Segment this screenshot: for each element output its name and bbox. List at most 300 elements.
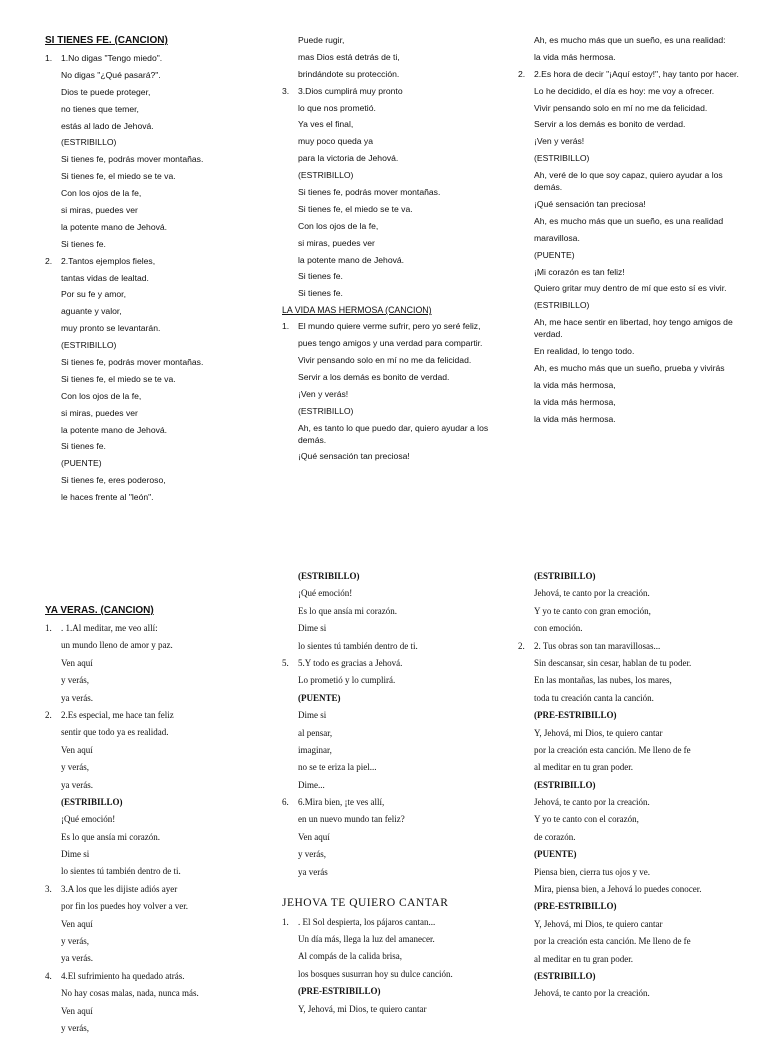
lyric-text: lo sientes tú también dentro de ti. <box>298 640 418 651</box>
verse-number: 1. <box>282 321 290 332</box>
lyric-text: Y, Jehová, mi Dios, te quiero cantar <box>534 727 663 738</box>
lyric-text: la vida más hermosa, <box>534 379 616 390</box>
lyric-line <box>45 170 255 182</box>
lyric-line <box>282 709 504 721</box>
lyric-line <box>45 692 255 704</box>
lyric-text: Ah, es mucho más que un sueño, es una realidad: <box>534 35 726 45</box>
lyric-text: ¡Qué sensación tan preciosa! <box>534 199 646 210</box>
lyric-text: Es lo que ansía mi corazón. <box>298 605 397 616</box>
lyric-text: (PUENTE) <box>534 849 577 860</box>
lyric-text: Si tienes fe. <box>298 288 343 299</box>
lyric-verse-line <box>282 657 504 669</box>
lyric-line <box>45 796 255 808</box>
lyric-verse-line <box>45 883 255 895</box>
lyric-line <box>518 135 740 147</box>
lyric-text: por fin los puedes hoy volver a ver. <box>61 901 188 912</box>
lyric-line <box>518 396 740 408</box>
lyric-text: ¡Qué emoción! <box>298 588 353 599</box>
lyrics-list <box>282 570 504 878</box>
lyric-text: Al compás de la calida brisa, <box>298 951 402 962</box>
lyric-line <box>282 254 502 266</box>
lyric-line <box>518 345 740 357</box>
lyric-text: Jehová, te canto por la creación. <box>534 797 650 808</box>
lyric-text: Vivir pensando solo en mí no me da felicidad. <box>534 102 708 113</box>
lyric-line <box>282 135 502 147</box>
lyric-line <box>282 287 502 299</box>
lyric-line <box>282 405 502 417</box>
lyric-text: Si tienes fe, el miedo se te va. <box>298 203 413 214</box>
lyric-line <box>518 831 740 843</box>
lyric-text: Servir a los demás es bonito de verdad. <box>298 371 450 382</box>
lyric-text: ¡Qué sensación tan preciosa! <box>298 451 410 462</box>
lyric-text: 4.El sufrimiento ha quedado atrás. <box>61 970 185 981</box>
lyric-text: para la victoria de Jehová. <box>298 153 399 164</box>
lyric-verse-line <box>45 255 255 267</box>
lyric-line <box>518 970 740 982</box>
lyric-line <box>518 51 740 63</box>
lyric-line <box>518 587 740 599</box>
lyric-verse-line <box>282 916 504 928</box>
lyric-text: Dime si <box>298 623 327 634</box>
lyric-text: la potente mano de Jehová. <box>61 221 168 232</box>
lyric-text: ¡Ven y verás! <box>298 388 349 399</box>
verse-number: 1. <box>45 53 53 63</box>
lyric-text: Ya ves el final, <box>298 119 354 130</box>
lyric-text: (PRE-ESTRIBILLO) <box>534 710 617 721</box>
lyric-line <box>518 953 740 965</box>
lyric-line <box>282 102 502 114</box>
lyric-text: un mundo lleno de amor y paz. <box>61 640 173 651</box>
lyric-text: Lo he decidido, el día es hoy: me voy a ofrecer. <box>534 85 715 96</box>
lyric-text: Si tienes fe, podrás mover montañas. <box>61 154 204 165</box>
lyric-verse-line <box>45 970 255 982</box>
lyric-line <box>45 424 255 436</box>
lyric-line <box>518 918 740 930</box>
lyric-text: No hay cosas malas, nada, nunca más. <box>61 988 199 999</box>
lyric-text: estás al lado de Jehová. <box>61 120 154 131</box>
lyric-line <box>45 339 255 351</box>
lyric-line <box>518 413 740 425</box>
lyric-text: Y, Jehová, mi Dios, te quiero cantar <box>298 1003 427 1014</box>
lyric-text: Si tienes fe. <box>298 271 343 282</box>
lyric-line <box>518 935 740 947</box>
song-title-si-tienes-fe: SI TIENES FE. (CANCION) <box>45 35 168 46</box>
lyric-text: le haces frente al "león". <box>61 492 154 503</box>
lyric-line <box>518 299 740 311</box>
song-column-3 <box>518 34 740 430</box>
lyric-line <box>282 985 504 997</box>
lyric-text: Con los ojos de la fe, <box>61 390 142 401</box>
lyric-line <box>518 118 740 130</box>
lyrics-list <box>518 34 740 425</box>
lyric-line <box>45 457 255 469</box>
lyric-text: 5.Y todo es gracias a Jehová. <box>298 657 403 668</box>
lyric-text: Ven aquí <box>61 918 93 929</box>
lyric-text: la vida más hermosa. <box>534 413 616 424</box>
lyric-text: Si tienes fe, podrás mover montañas. <box>61 357 204 368</box>
lyric-line <box>282 337 502 349</box>
lyric-line <box>518 779 740 791</box>
lyric-text: Sin descansar, sin cesar, hablan de tu poder. <box>534 657 692 668</box>
lyric-line <box>45 865 255 877</box>
verse-number: 1. <box>45 623 52 633</box>
lyric-text: lo sientes tú también dentro de ti. <box>61 866 181 877</box>
lyric-line <box>45 900 255 912</box>
lyric-line <box>282 570 504 582</box>
lyric-text: (ESTRIBILLO) <box>534 300 590 311</box>
lyric-line <box>45 744 255 756</box>
song-title-la-vida-mas-hermosa: LA VIDA MAS HERMOSA (CANCION) <box>282 305 432 316</box>
lyric-line <box>518 570 740 582</box>
lyric-verse-line <box>518 640 740 652</box>
song-column-6 <box>518 570 740 1005</box>
lyric-line <box>282 727 504 739</box>
lyric-text: al pensar, <box>298 727 333 738</box>
verse-number: 1. <box>282 916 289 927</box>
lyric-verse-line <box>45 622 255 634</box>
lyric-text: brindándote su protección. <box>298 68 400 79</box>
lyric-line <box>282 692 504 704</box>
lyric-line <box>282 761 504 773</box>
lyric-text: Quiero gritar muy dentro de mí que esto sí es vivir. <box>534 283 727 294</box>
lyric-text: al meditar en tu gran poder. <box>534 762 633 773</box>
lyric-line <box>518 744 740 756</box>
lyric-line <box>518 866 740 878</box>
lyric-line <box>518 761 740 773</box>
lyric-line <box>45 761 255 773</box>
lyric-line <box>282 622 504 634</box>
lyric-text: (ESTRIBILLO) <box>298 405 354 416</box>
lyric-text: no tienes que temer, <box>61 103 139 114</box>
lyric-text: Si tienes fe, el miedo se te va. <box>61 171 176 182</box>
lyric-line <box>45 779 255 791</box>
lyric-line <box>282 950 504 962</box>
lyric-line <box>282 674 504 686</box>
song-column-1 <box>45 34 255 508</box>
lyric-line <box>45 221 255 233</box>
lyric-line <box>45 305 255 317</box>
lyric-text: (ESTRIBILLO) <box>534 970 596 981</box>
lyric-line <box>45 136 255 148</box>
lyric-line <box>282 831 504 843</box>
song-column-2 <box>282 34 502 467</box>
lyric-text: (ESTRIBILLO) <box>534 153 590 164</box>
lyric-text: la vida más hermosa, <box>534 396 616 407</box>
lyric-verse-line <box>45 709 255 721</box>
lyric-line <box>518 657 740 669</box>
lyric-text: Dime si <box>298 710 327 721</box>
lyric-text: Servir a los demás es bonito de verdad. <box>534 119 686 130</box>
lyric-text: Ah, es tanto lo que puedo dar, quiero ayudar a los demás. <box>298 422 489 445</box>
lyric-line <box>518 232 740 244</box>
lyrics-list <box>282 34 502 299</box>
lyric-line <box>45 813 255 825</box>
lyrics-list <box>282 916 504 1015</box>
lyric-text: Jehová, te canto por la creación. <box>534 988 650 999</box>
lyric-text: la potente mano de Jehová. <box>298 254 405 265</box>
lyric-line <box>518 692 740 704</box>
lyric-text: con emoción. <box>534 623 583 634</box>
lyric-text: 3.A los que les dijiste adiós ayer <box>61 883 178 894</box>
lyric-line <box>518 34 740 46</box>
lyric-text: Un día más, llega la luz del amanecer. <box>298 934 435 945</box>
lyric-text: muy pronto se levantarán. <box>61 323 161 334</box>
lyric-verse-line <box>518 68 740 80</box>
lyric-line <box>45 726 255 738</box>
lyric-line <box>282 779 504 791</box>
lyric-text: y verás, <box>61 936 89 947</box>
lyric-text: 2. Tus obras son tan maravillosas... <box>534 640 661 651</box>
lyric-text: (ESTRIBILLO) <box>61 340 117 351</box>
lyric-text: al meditar en tu gran poder. <box>534 953 633 964</box>
lyric-line <box>45 153 255 165</box>
lyric-line <box>282 118 502 130</box>
verse-number: 4. <box>45 970 52 981</box>
song-title-ya-veras: YA VERAS. (CANCION) <box>45 605 154 616</box>
verse-number: 5. <box>282 657 289 668</box>
lyric-line <box>518 622 740 634</box>
lyric-line <box>282 186 502 198</box>
lyric-line <box>282 640 504 652</box>
lyric-line <box>518 900 740 912</box>
lyric-line <box>282 1003 504 1015</box>
lyric-line <box>518 152 740 164</box>
lyric-line <box>45 103 255 115</box>
lyric-line <box>282 237 502 249</box>
lyric-text: lo que nos prometió. <box>298 102 376 113</box>
lyric-text: 2.Tantos ejemplos fieles, <box>61 255 156 266</box>
lyric-text: toda tu creación canta la canción. <box>534 692 654 703</box>
verse-number: 2. <box>45 255 53 266</box>
lyric-line <box>518 362 740 374</box>
lyric-line <box>518 987 740 999</box>
lyrics-list <box>282 320 502 462</box>
lyric-line <box>45 674 255 686</box>
lyric-line <box>45 407 255 419</box>
lyric-text: de corazón. <box>534 831 576 842</box>
lyric-text: Si tienes fe, podrás mover montañas. <box>298 187 441 198</box>
lyric-line <box>282 34 502 46</box>
lyric-text: y verás, <box>298 849 326 860</box>
lyric-text: Jehová, te canto por la creación. <box>534 588 650 599</box>
lyric-line <box>45 238 255 250</box>
lyric-line <box>45 935 255 947</box>
lyric-line <box>518 215 740 227</box>
lyric-line <box>518 282 740 294</box>
lyric-text: Si tienes fe, el miedo se te va. <box>61 373 176 384</box>
lyric-verse-line <box>282 796 504 808</box>
lyric-text: (PUENTE) <box>534 249 575 260</box>
lyric-text: si miras, puedes ver <box>61 205 138 216</box>
lyric-line <box>45 952 255 964</box>
lyric-text: Ven aquí <box>61 1005 93 1016</box>
lyric-line <box>282 587 504 599</box>
lyric-text: ya verás <box>298 866 328 877</box>
lyric-line <box>45 322 255 334</box>
lyric-text: Ven aquí <box>61 744 93 755</box>
lyric-text: en un nuevo mundo tan feliz? <box>298 814 405 825</box>
verse-number: 3. <box>45 883 52 894</box>
lyric-line <box>45 831 255 843</box>
lyric-text: sentir que todo ya es realidad. <box>61 727 169 738</box>
lyric-line <box>45 491 255 503</box>
lyric-line <box>518 674 740 686</box>
lyric-line <box>45 69 255 81</box>
song-title-jehova-te-quiero-cantar: JEHOVA TE QUIERO CANTAR <box>282 896 449 909</box>
lyric-text: (ESTRIBILLO) <box>534 779 596 790</box>
lyric-text: Ah, es mucho más que un sueño, es una realidad <box>534 215 724 226</box>
lyric-text: ya verás. <box>61 953 93 964</box>
lyric-line <box>518 266 740 278</box>
lyric-line <box>282 152 502 164</box>
lyric-text: Ven aquí <box>61 657 93 668</box>
lyric-line <box>45 390 255 402</box>
lyrics-list <box>518 570 740 999</box>
lyric-text: (ESTRIBILLO) <box>298 571 360 581</box>
lyric-text: Si tienes fe. <box>61 441 106 452</box>
lyric-verse-line <box>45 52 255 64</box>
lyric-text: (ESTRIBILLO) <box>61 796 123 807</box>
lyric-text: . El Sol despierta, los pájaros cantan... <box>298 916 436 927</box>
lyric-line <box>282 744 504 756</box>
lyric-text: Y, Jehová, mi Dios, te quiero cantar <box>534 918 663 929</box>
lyric-text: ¡Mi corazón es tan feliz! <box>534 266 625 277</box>
lyric-text: tantas vidas de lealtad. <box>61 272 149 283</box>
lyric-text: mas Dios está detrás de ti, <box>298 51 400 62</box>
lyric-verse-line <box>282 85 502 97</box>
lyric-text: El mundo quiere verme sufrir, pero yo seré feliz, <box>298 321 481 332</box>
lyric-text: (ESTRIBILLO) <box>534 571 596 581</box>
lyric-line <box>518 85 740 97</box>
lyric-text: (PUENTE) <box>298 692 341 703</box>
lyric-text: 3.Dios cumplirá muy pronto <box>298 85 403 96</box>
lyric-line <box>282 270 502 282</box>
lyric-text: muy poco queda ya <box>298 136 374 147</box>
lyric-line <box>518 379 740 391</box>
lyric-text: Con los ojos de la fe, <box>298 220 379 231</box>
lyric-line <box>282 422 502 446</box>
lyric-line <box>282 220 502 232</box>
lyric-text: En realidad, lo tengo todo. <box>534 346 635 357</box>
lyric-text: por la creación esta canción. Me lleno de fe <box>534 744 691 755</box>
lyric-text: Dime... <box>298 779 325 790</box>
lyric-text: Ah, me hace sentir en libertad, hoy tengo amigos de verdad. <box>534 317 733 340</box>
lyric-line <box>518 316 740 340</box>
lyric-text: En las montañas, las nubes, los mares, <box>534 675 672 686</box>
lyric-line <box>518 249 740 261</box>
lyric-text: y verás, <box>61 762 89 773</box>
lyric-line <box>45 373 255 385</box>
lyric-line <box>518 813 740 825</box>
lyric-line <box>45 288 255 300</box>
lyric-text: y verás, <box>61 675 89 686</box>
song-column-5 <box>282 570 504 1020</box>
lyric-text: ¡Ven y verás! <box>534 136 585 147</box>
lyric-text: Puede rugir, <box>298 35 345 45</box>
lyric-line <box>282 813 504 825</box>
lyric-line <box>45 848 255 860</box>
lyric-line <box>45 1005 255 1017</box>
verse-number: 2. <box>45 709 52 720</box>
lyric-line <box>282 203 502 215</box>
lyric-line <box>518 102 740 114</box>
lyric-text: ya verás. <box>61 692 93 703</box>
lyric-line <box>45 204 255 216</box>
verse-number: 6. <box>282 797 289 808</box>
lyric-text: (PRE-ESTRIBILLO) <box>534 901 617 912</box>
lyric-text: no se te eriza la piel... <box>298 762 377 773</box>
lyric-line <box>518 605 740 617</box>
lyric-text: Es lo que ansía mi corazón. <box>61 831 160 842</box>
lyric-text: Si tienes fe, eres poderoso, <box>61 475 166 486</box>
lyric-text: Vivir pensando solo en mí no me da felicidad. <box>298 355 472 366</box>
lyric-line <box>45 639 255 651</box>
lyrics-list <box>45 622 255 1034</box>
verse-number: 2. <box>518 68 526 79</box>
lyric-text: Piensa bien, cierra tus ojos y ve. <box>534 866 650 877</box>
lyric-text: Con los ojos de la fe, <box>61 188 142 199</box>
lyric-text: Si tienes fe. <box>61 238 106 249</box>
lyric-text: 6.Mira bien, ¡te ves allí, <box>298 797 385 808</box>
lyric-text: si miras, puedes ver <box>61 407 138 418</box>
lyric-text: por la creación esta canción. Me lleno de fe <box>534 936 691 947</box>
song-column-4 <box>45 604 255 1039</box>
lyric-line <box>282 354 502 366</box>
lyric-line <box>45 440 255 452</box>
lyric-text: ya verás. <box>61 779 93 790</box>
lyric-text: Ah, es mucho más que un sueño, prueba y vivirás <box>534 363 725 374</box>
lyric-line <box>518 198 740 210</box>
lyric-text: Lo prometió y lo cumplirá. <box>298 675 396 686</box>
lyric-verse-line <box>282 320 502 332</box>
verse-number: 2. <box>518 640 525 651</box>
lyric-text: 2.Es hora de decir "¡Aquí estoy!", hay tanto por hacer. <box>534 68 739 79</box>
lyric-line <box>518 169 740 193</box>
lyric-text: . 1.Al meditar, me veo allí: <box>61 623 158 633</box>
lyric-text: aguante y valor, <box>61 306 122 317</box>
lyric-text: imaginar, <box>298 744 332 755</box>
lyric-text: Dios te puede proteger, <box>61 86 151 97</box>
lyric-text: 2.Es especial, me hace tan feliz <box>61 709 174 720</box>
lyric-text: si miras, puedes ver <box>298 237 375 248</box>
lyric-line <box>282 848 504 860</box>
lyric-line <box>282 605 504 617</box>
lyric-text: Y yo te canto con el corazón, <box>534 814 639 825</box>
lyric-line <box>45 987 255 999</box>
lyric-line <box>518 848 740 860</box>
lyrics-list <box>45 52 255 503</box>
lyric-line <box>282 933 504 945</box>
lyric-line <box>45 86 255 98</box>
lyric-line <box>282 866 504 878</box>
lyric-text: (PRE-ESTRIBILLO) <box>298 986 381 997</box>
lyric-line <box>518 883 740 895</box>
lyric-text: (ESTRIBILLO) <box>298 170 354 181</box>
lyric-text: Mira, piensa bien, a Jehová lo puedes conocer. <box>534 884 702 895</box>
lyric-text: y verás, <box>61 1022 89 1033</box>
lyric-line <box>282 169 502 181</box>
lyric-line <box>518 727 740 739</box>
lyric-text: Ven aquí <box>298 831 330 842</box>
lyric-text: Dime si <box>61 849 90 860</box>
lyric-text: Ah, veré de lo que soy capaz, quiero ayudar a los demás. <box>534 170 723 193</box>
lyric-line <box>282 968 504 980</box>
lyric-line <box>45 918 255 930</box>
lyric-line <box>282 450 502 462</box>
lyric-line <box>45 356 255 368</box>
lyric-line <box>45 474 255 486</box>
lyric-text: la potente mano de Jehová. <box>61 424 168 435</box>
